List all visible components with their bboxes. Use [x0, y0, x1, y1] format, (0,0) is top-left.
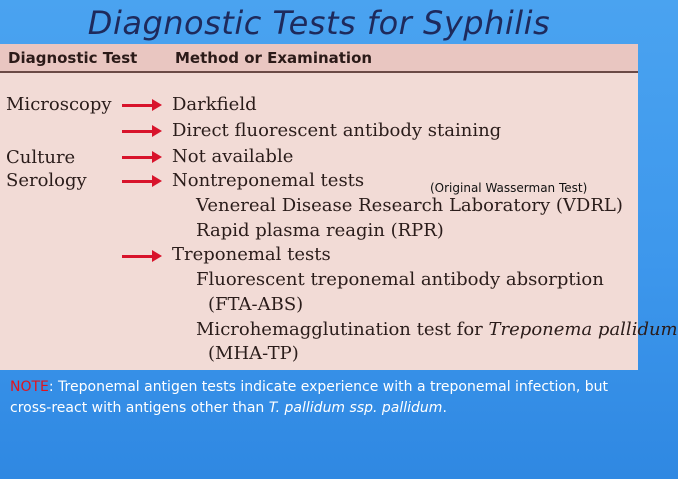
method-treponemal: Treponemal tests	[172, 244, 331, 265]
table-header	[0, 44, 638, 73]
arrow-icon	[122, 104, 154, 107]
method-fta-1: Fluorescent treponemal antibody absorption	[196, 269, 604, 290]
test-serology: Serology	[6, 170, 87, 191]
method-fta-2: (FTA-ABS)	[208, 294, 304, 315]
test-microscopy: Microscopy	[6, 94, 112, 115]
note-end: .	[442, 400, 447, 416]
header-method: Method or Examination	[175, 49, 373, 67]
diagnostic-table	[0, 44, 678, 370]
rpr-note: (Original Wasserman Test)	[430, 181, 588, 195]
method-mha-1	[196, 319, 678, 341]
note-species: T. pallidum ssp. pallidum	[268, 400, 443, 416]
header-diagnostic-test: Diagnostic Test	[8, 49, 138, 67]
method-mha-2: (MHA-TP)	[208, 343, 299, 364]
arrow-icon	[122, 255, 154, 258]
test-culture: Culture	[6, 147, 76, 168]
method-darkfield: Darkfield	[172, 94, 257, 115]
mha-text: Microhemagglutination test for	[196, 319, 483, 340]
note-label: NOTE	[10, 379, 49, 395]
method-culture: Not available	[172, 146, 294, 167]
arrow-icon	[122, 130, 154, 133]
method-nontreponemal: Nontreponemal tests	[172, 170, 365, 191]
arrow-icon	[122, 180, 154, 183]
slide-title: Diagnostic Tests for Syphilis	[87, 4, 551, 42]
note-text: : Treponemal antigen tests indicate experience with a treponemal infection, but cross-react with antigens other than	[10, 379, 609, 416]
method-rpr: Rapid plasma reagin (RPR)	[196, 220, 444, 241]
method-vdrl: Venereal Disease Research Laboratory (VDRL)	[196, 195, 623, 216]
arrow-icon	[122, 156, 154, 159]
note-paragraph	[10, 377, 630, 419]
method-dfa: Direct fluorescent antibody staining	[172, 120, 502, 141]
mha-species: Treponema pallidum	[488, 319, 678, 340]
